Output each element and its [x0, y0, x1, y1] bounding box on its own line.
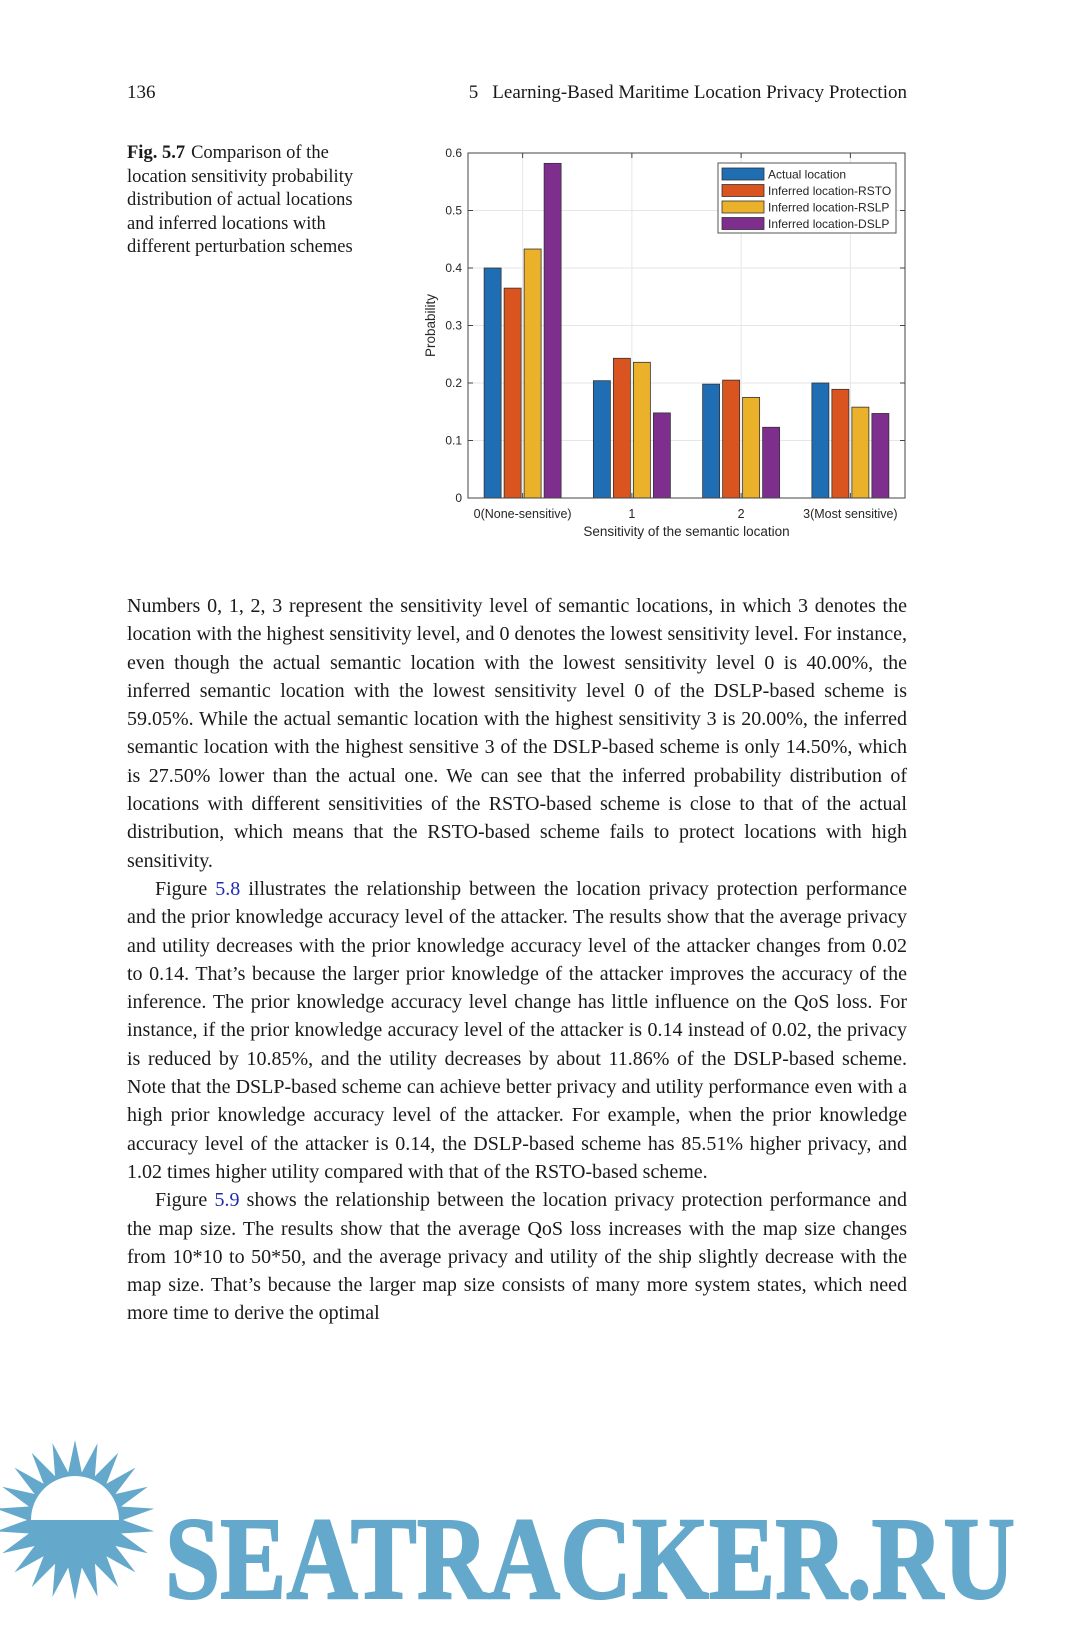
bar [723, 380, 740, 498]
bar [872, 413, 889, 498]
watermark-text: SEATRACKER.RU [165, 1493, 1015, 1624]
x-tick-label: 1 [628, 507, 636, 521]
bar [633, 362, 650, 498]
x-axis-label: Sensitivity of the semantic location [583, 524, 790, 539]
legend-entry: Inferred location-DSLP [768, 217, 890, 231]
watermark [0, 1410, 1080, 1637]
bar [484, 268, 501, 498]
figure-caption-text: Comparison of the location sensitivity probability distribution of actual locations and inferred locations with different perturbation schemes [127, 143, 354, 257]
bar [544, 163, 561, 498]
y-tick-label: 0.1 [445, 433, 462, 448]
y-tick-label: 0 [455, 491, 462, 505]
x-tick-label: 0(None-sensitive) [473, 507, 572, 521]
body-text [127, 592, 907, 1328]
bar [812, 383, 829, 498]
bar [743, 397, 760, 498]
paragraph-2: Figure 5.8 illustrates the relationship between the location privacy protection performance and the prior knowledge accuracy level of the attacker. The results show that the average privacy and utility decreases with the prior knowledge accuracy level of the attacker changes from 0.02 to 0.14. That’s because the larger prior knowledge of the attacker improves the accuracy of the inference. The prior knowledge accuracy level change has little influence on the QoS loss. For instance, if the prior knowledge accuracy level of the attacker is 0.14 instead of 0.02, the privacy is reduced by 10.85%, and the utility decreases by about 11.86% of the DSLP-based scheme. Note that the DSLP-based scheme can achieve better privacy and utility performance even with a high prior knowledge accuracy level of the attacker. For example, when the prior knowledge accuracy level of the attacker is 0.14, the DSLP-based scheme has 85.51% higher privacy, and 1.02 times higher utility compared with that of the RSTO-based scheme. [127, 877, 907, 1183]
bar [832, 389, 849, 498]
bar [852, 407, 869, 498]
bar [613, 358, 630, 498]
page-number: 136 [127, 82, 156, 103]
figure-caption [127, 142, 367, 260]
chapter-number: 5 [468, 82, 479, 103]
paragraph-3: Figure 5.9 shows the relationship between the location privacy protection performance and the map size. The results show that the average QoS loss increases with the map size changes from 10*10 to 50*50, and the average privacy and utility of the ship slightly decrease with the map size. That’s because the larger map size consists of many more system states, which need more time to derive the optimal [127, 1189, 908, 1325]
y-tick-label: 0.4 [445, 261, 462, 275]
x-tick-label: 3(Most sensitive) [803, 507, 898, 521]
y-tick-label: 0.6 [445, 146, 462, 160]
watermark-graphic [0, 1410, 1080, 1637]
y-tick-label: 0.3 [445, 318, 462, 333]
legend-entry: Actual location [768, 167, 847, 182]
y-tick-label: 0.2 [445, 376, 462, 390]
figure-ref-5-9[interactable]: 5.9 [214, 1189, 240, 1212]
figure-ref-5-8[interactable]: 5.8 [215, 877, 241, 900]
bar [703, 384, 720, 498]
paragraph-1: Numbers 0, 1, 2, 3 represent the sensitivity level of semantic locations, in which 3 denotes the location with the highest sensitivity level, and 0 denotes the lowest sensitivity level. For instance, even though the actual semantic location with the lowest sensitivity level 0 is 40.00%, the inferred semantic location with the lowest sensitivity level 0 of the DSLP-based scheme is 59.05%. While the actual semantic location with the highest sensitivity 3 is 20.00%, the inferred semantic location with the highest sensitive 3 of the DSLP-based scheme is only 14.50%, which is 27.50% lower than the actual one. We can see that the inferred probability distribution of locations with different sensitivities of the RSTO-based scheme is close to that of the actual distribution, which means that the RSTO-based scheme fails to protect locations with high sensitivity. [127, 595, 907, 872]
bar [593, 381, 610, 498]
bar-chart [415, 140, 915, 550]
bar [524, 249, 541, 498]
y-tick-label: 0.5 [445, 203, 462, 218]
chapter-title: Learning-Based Maritime Location Privacy Protection [492, 82, 907, 103]
chart-canvas [415, 140, 915, 550]
bar [653, 413, 670, 498]
figure-label: Fig. 5.7 [127, 143, 186, 163]
y-axis-label: Probability [423, 293, 438, 358]
legend-entry: Inferred location-RSTO [768, 184, 892, 198]
bar [763, 427, 780, 498]
sun-icon [0, 1440, 154, 1600]
bar [504, 288, 521, 498]
x-tick-label: 2 [737, 507, 745, 521]
legend-entry: Inferred location-RSLP [768, 200, 890, 215]
chapter-heading [469, 82, 907, 104]
